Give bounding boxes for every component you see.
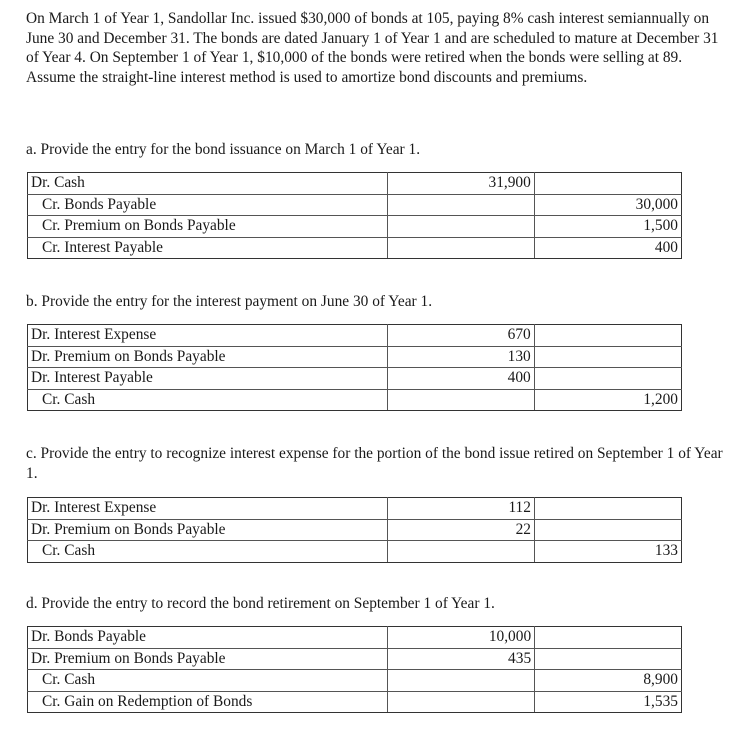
account-cell: Dr. Cash <box>28 173 388 195</box>
debit-cell <box>387 216 534 238</box>
table-row <box>28 237 682 259</box>
table-row <box>28 173 682 195</box>
debit-cell <box>387 541 534 563</box>
debit-cell <box>388 691 535 713</box>
debit-cell: 10,000 <box>388 627 535 649</box>
question-a: a. Provide the entry for the bond issuance on March 1 of Year 1. <box>26 141 421 158</box>
table-row <box>28 325 682 347</box>
credit-cell <box>535 627 682 649</box>
journal-entry-c <box>27 497 682 563</box>
account-cell: Cr. Bonds Payable <box>28 194 388 216</box>
debit-cell: 31,900 <box>387 173 534 195</box>
account-cell: Dr. Premium on Bonds Payable <box>28 519 388 541</box>
credit-cell <box>534 346 681 368</box>
table-row <box>28 627 682 649</box>
account-cell: Cr. Gain on Redemption of Bonds <box>28 691 388 713</box>
table-row <box>28 389 682 411</box>
credit-cell <box>534 519 681 541</box>
credit-cell: 133 <box>534 541 681 563</box>
credit-cell: 400 <box>534 237 681 259</box>
account-cell: Dr. Premium on Bonds Payable <box>28 648 388 670</box>
credit-cell <box>534 173 681 195</box>
debit-cell: 130 <box>387 346 534 368</box>
account-cell: Dr. Bonds Payable <box>28 627 388 649</box>
question-b: b. Provide the entry for the interest payment on June 30 of Year 1. <box>26 293 433 310</box>
account-cell: Dr. Interest Payable <box>28 368 388 390</box>
account-cell: Cr. Cash <box>28 670 388 692</box>
debit-cell: 435 <box>388 648 535 670</box>
question-c: c. Provide the entry to recognize interest expense for the portion of the bond issue retired on September 1 of Year 1. <box>26 445 723 482</box>
credit-cell: 30,000 <box>534 194 681 216</box>
account-cell: Cr. Interest Payable <box>28 237 388 259</box>
problem-intro: On March 1 of Year 1, Sandollar Inc. issued $30,000 of bonds at 105, paying 8% cash interest semiannually on June 30 and December 31. The bonds are dated January 1 of Year 1 and are scheduled to mature at December 31 of Year 4. On September 1 of Year 1, $10,000 of the bonds were retired when the bonds were selling at 89. Assume the straight-line interest method is used to amortize bond discounts and premiums. <box>26 10 719 86</box>
debit-cell <box>388 670 535 692</box>
journal-entry-d <box>27 626 682 713</box>
debit-cell: 112 <box>387 498 534 520</box>
account-cell: Cr. Premium on Bonds Payable <box>28 216 388 238</box>
table-row <box>28 541 682 563</box>
debit-cell <box>387 389 534 411</box>
table-row <box>28 346 682 368</box>
account-cell: Cr. Cash <box>28 541 388 563</box>
journal-entry-b <box>27 324 682 411</box>
table-row <box>28 368 682 390</box>
credit-cell: 1,535 <box>535 691 682 713</box>
credit-cell <box>534 498 681 520</box>
debit-cell: 670 <box>387 325 534 347</box>
debit-cell <box>387 194 534 216</box>
credit-cell: 1,200 <box>534 389 681 411</box>
table-row <box>28 194 682 216</box>
account-cell: Dr. Interest Expense <box>28 325 388 347</box>
table-row <box>28 691 682 713</box>
journal-entry-a <box>27 172 682 259</box>
table-row <box>28 670 682 692</box>
debit-cell <box>387 237 534 259</box>
table-row <box>28 216 682 238</box>
debit-cell: 22 <box>387 519 534 541</box>
credit-cell <box>535 648 682 670</box>
account-cell: Dr. Premium on Bonds Payable <box>28 346 388 368</box>
account-cell: Cr. Cash <box>28 389 388 411</box>
credit-cell: 1,500 <box>534 216 681 238</box>
credit-cell <box>534 325 681 347</box>
credit-cell <box>534 368 681 390</box>
table-row <box>28 519 682 541</box>
debit-cell: 400 <box>387 368 534 390</box>
table-row <box>28 648 682 670</box>
account-cell: Dr. Interest Expense <box>28 498 388 520</box>
credit-cell: 8,900 <box>535 670 682 692</box>
table-row <box>28 498 682 520</box>
question-d: d. Provide the entry to record the bond retirement on September 1 of Year 1. <box>26 595 495 612</box>
